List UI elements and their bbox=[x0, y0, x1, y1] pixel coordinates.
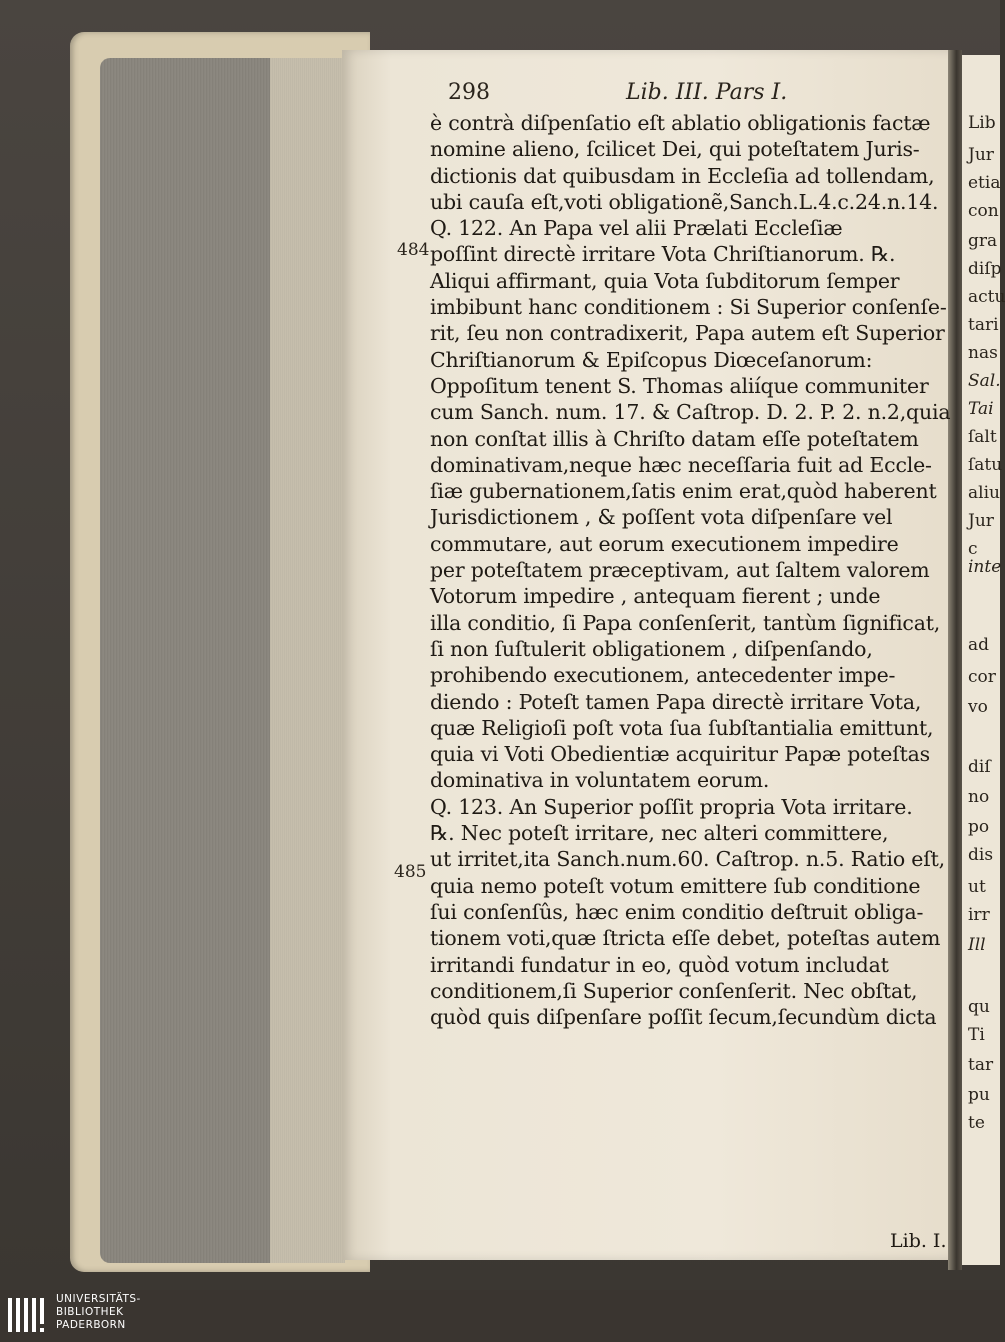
text-line: dominativa in voluntatem eorum. bbox=[430, 768, 770, 793]
text-line: imbibunt hanc conditionem : Si Superior conſenſe- bbox=[430, 295, 947, 320]
text-line: per poteſtatem præceptivam, aut ſaltem valorem bbox=[430, 558, 930, 583]
margin-number: 484 bbox=[397, 240, 430, 260]
text-line: ubi cauſa eſt,voti obligationẽ,Sanch.L.4.c.24.n.14. bbox=[430, 189, 939, 214]
facing-fragment: ſalt bbox=[968, 427, 997, 447]
text-line: Q. 122. An Papa vel alii Prælati Eccleſiæ bbox=[430, 216, 843, 241]
text-line: illa conditio, ſi Papa conſenſerit, tantùm ſignificat, bbox=[430, 610, 941, 635]
text-line: ſi non ſuſtulerit obligationem , diſpenſando, bbox=[430, 636, 873, 661]
facing-fragment: Sal. bbox=[968, 371, 1001, 391]
text-line: quia vi Voti Obedientiæ acquiritur Papæ poteſtas bbox=[430, 742, 931, 767]
facing-fragment: te bbox=[968, 1113, 985, 1133]
facing-fragment: po bbox=[968, 817, 990, 837]
text-line: poſſint directè irritare Vota Chriſtianorum. ℞. bbox=[430, 242, 896, 267]
catchword: Lib. I. bbox=[890, 1230, 947, 1252]
library-name-line: PADERBORN bbox=[56, 1319, 126, 1331]
page-number: 298 bbox=[448, 80, 490, 105]
facing-fragment: ſatu bbox=[968, 455, 1003, 475]
running-title: Lib. III. Pars I. bbox=[626, 80, 788, 105]
text-line: Oppoſitum tenent S. Thomas aliíque communiter bbox=[430, 373, 929, 398]
text-line: Votorum impedire , antequam fierent ; unde bbox=[430, 584, 881, 609]
facing-fragment: no bbox=[968, 787, 990, 807]
text-line: è contrà diſpenſatio eſt ablatio obligationis factæ bbox=[430, 111, 931, 135]
text-line: ut irritet,ita Sanch.num.60. Caſtrop. n.5. Ratio eſt, bbox=[430, 847, 945, 872]
text-line: dominativam,neque hæc neceſſaria fuit ad Eccle- bbox=[430, 452, 932, 477]
library-footer bbox=[0, 1290, 1000, 1342]
text-line: non conſtat illis à Chriſto datam eſſe poteſtatem bbox=[430, 426, 919, 451]
facing-fragment: gra bbox=[968, 231, 998, 251]
text-line: irritandi fundatur in eo, quòd votum includat bbox=[430, 952, 889, 977]
text-line: quæ Religioſi poſt vota ſua ſubſtantialia emittunt, bbox=[430, 715, 934, 740]
text-line: nomine alieno, ſcilicet Dei, qui poteſtatem Juris- bbox=[430, 137, 920, 162]
facing-fragment: actu bbox=[968, 287, 1005, 307]
text-line: Aliqui affirmant, quia Vota ſubditorum ſemper bbox=[430, 268, 900, 293]
text-line: quòd quis diſpenſare poſſit ſecum,ſecundùm dicta bbox=[430, 1005, 937, 1030]
facing-fragment: etia bbox=[968, 173, 1001, 193]
facing-fragment: qu bbox=[968, 997, 990, 1017]
facing-fragment: tar bbox=[968, 1055, 994, 1075]
facing-fragment: nas bbox=[968, 343, 998, 363]
facing-fragment: aliu bbox=[968, 483, 1000, 503]
text-line: prohibendo executionem, antecedenter impe- bbox=[430, 663, 896, 688]
facing-fragment: ut bbox=[968, 877, 986, 897]
facing-fragment: c bbox=[968, 539, 978, 559]
text-line: quia nemo poteſt votum emittere ſub conditione bbox=[430, 873, 921, 898]
facing-fragment: Lib bbox=[968, 113, 996, 133]
text-line: ſiæ gubernationem,ſatis enim erat,quòd haberent bbox=[430, 479, 937, 504]
recto-page-edge bbox=[962, 55, 1005, 1265]
facing-fragment: diſp bbox=[968, 259, 1002, 279]
text-line: commutare, aut eorum executionem impedire bbox=[430, 531, 899, 556]
text-line: conditionem,ſi Superior conſenſerit. Nec obſtat, bbox=[430, 978, 918, 1003]
book-gutter bbox=[948, 50, 962, 1270]
facing-fragment: Ti bbox=[968, 1025, 985, 1045]
facing-fragment: Ill bbox=[968, 935, 986, 955]
library-name bbox=[56, 1293, 141, 1332]
text-line: cum Sanch. num. 17. & Caſtrop. D. 2. P. 2. n.2,quia bbox=[430, 400, 951, 425]
facing-fragment: irr bbox=[968, 905, 990, 925]
facing-fragment: tari bbox=[968, 315, 999, 335]
facing-fragment: con bbox=[968, 201, 999, 221]
text-line: tionem voti,quæ ſtricta eſſe debet, poteſtas autem bbox=[430, 926, 941, 951]
running-head bbox=[448, 80, 948, 108]
text-line: Jurisdictionem , & poſſent vota diſpenſare vel bbox=[430, 505, 893, 530]
facing-fragment: Tai bbox=[968, 399, 994, 419]
text-line: Chriſtianorum & Epiſcopus Diœceſanorum: bbox=[430, 347, 873, 372]
library-name-line: BIBLIOTHEK bbox=[56, 1306, 124, 1318]
text-line: Q. 123. An Superior poſſit propria Vota irritare. bbox=[430, 794, 913, 819]
facing-fragment: inte bbox=[968, 557, 1002, 577]
facing-fragment: diſ bbox=[968, 757, 991, 777]
library-name-line: UNIVERSITÄTS- bbox=[56, 1293, 141, 1305]
facing-fragment: pu bbox=[968, 1085, 990, 1105]
facing-fragment: cor bbox=[968, 667, 996, 687]
facing-fragment: dis bbox=[968, 845, 994, 865]
text-line: ſui conſenſûs, hæc enim conditio deſtruit obliga- bbox=[430, 899, 924, 924]
facing-fragment: ad bbox=[968, 635, 990, 655]
text-line: ℞. Nec poteſt irritare, nec alteri committere, bbox=[430, 821, 889, 846]
page-block-fore-edge bbox=[100, 58, 345, 1263]
facing-fragment: Jur bbox=[968, 511, 994, 531]
library-logo-icon bbox=[6, 1294, 50, 1338]
facing-fragment: vo bbox=[968, 697, 988, 717]
margin-number: 485 bbox=[394, 862, 427, 882]
facing-fragment: Jur bbox=[968, 145, 994, 165]
text-line: dictionis dat quibusdam in Eccleſia ad tollendam, bbox=[430, 163, 935, 188]
body-text bbox=[430, 110, 950, 1030]
text-line: diendo : Poteſt tamen Papa directè irritare Vota, bbox=[430, 689, 922, 714]
text-line: rit, ſeu non contradixerit, Papa autem eſt Superior bbox=[430, 321, 945, 346]
